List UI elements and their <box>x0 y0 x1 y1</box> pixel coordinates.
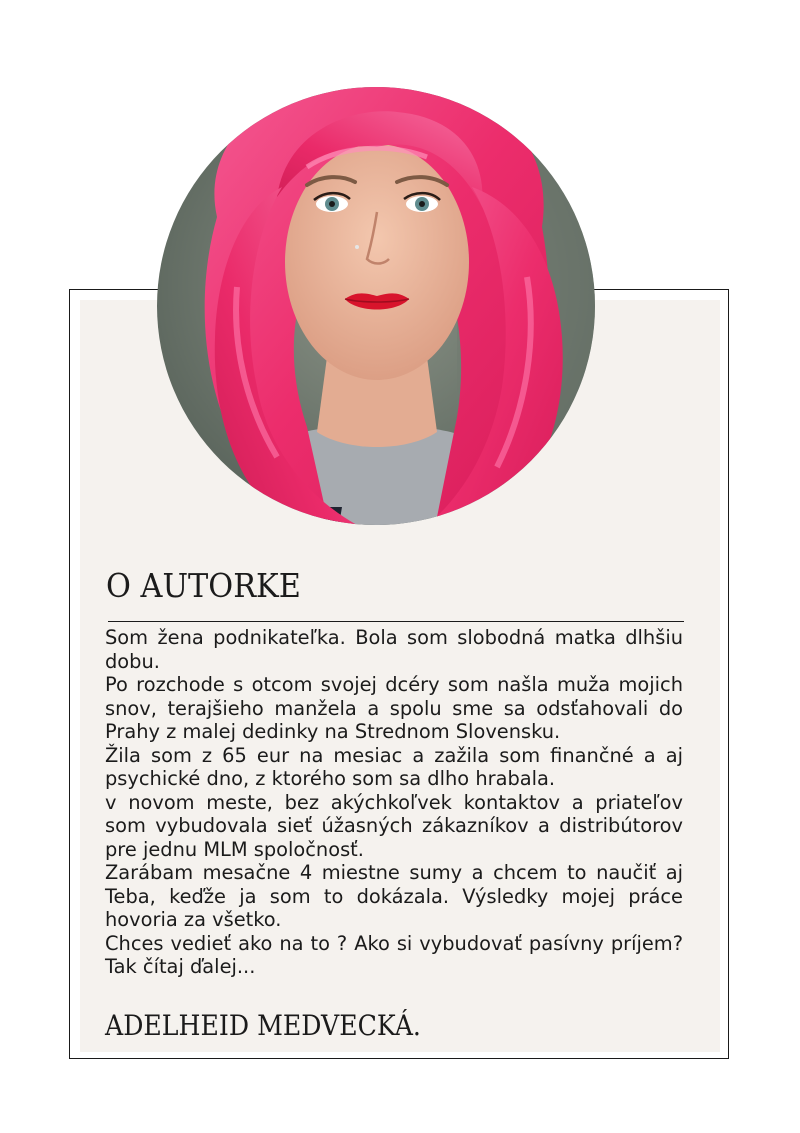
bio-paragraph: Chces vedieť ako na to ? Ako si vybudovať pasívny príjem? Tak čítaj ďalej... <box>105 931 683 978</box>
bio-paragraph: Zarábam mesačne 4 miestne sumy a chcem to naučiť aj Teba, keďže ja som to dokázala. Výsledky mojej práce hovoria za všetko. <box>105 861 683 931</box>
bio-text <box>105 626 683 979</box>
section-heading: O AUTORKE <box>106 566 301 605</box>
bio-paragraph: Som žena podnikateľka. Bola som slobodná matka dlhšiu dobu. <box>105 626 683 673</box>
author-portrait <box>157 87 595 525</box>
bio-paragraph: v novom meste, bez akýchkoľvek kontaktov a priateľov som vybudovala sieť úžasných zákazníkov a distribútorov pre jednu MLM spoločnosť. <box>105 790 683 861</box>
heading-divider <box>108 621 684 622</box>
bio-paragraph: Žila som z 65 eur na mesiac a zažila som finančné a aj psychické dno, z ktorého som sa dlho hrabala. <box>105 743 683 790</box>
author-signature: ADELHEID MEDVECKÁ. <box>105 1009 421 1042</box>
bio-paragraph: Po rozchode s otcom svojej dcéry som našla muža mojich snov, terajšieho manžela a spolu sme sa odsťahovali do Prahy z malej dedinky na Strednom Slovensku. <box>105 673 683 743</box>
